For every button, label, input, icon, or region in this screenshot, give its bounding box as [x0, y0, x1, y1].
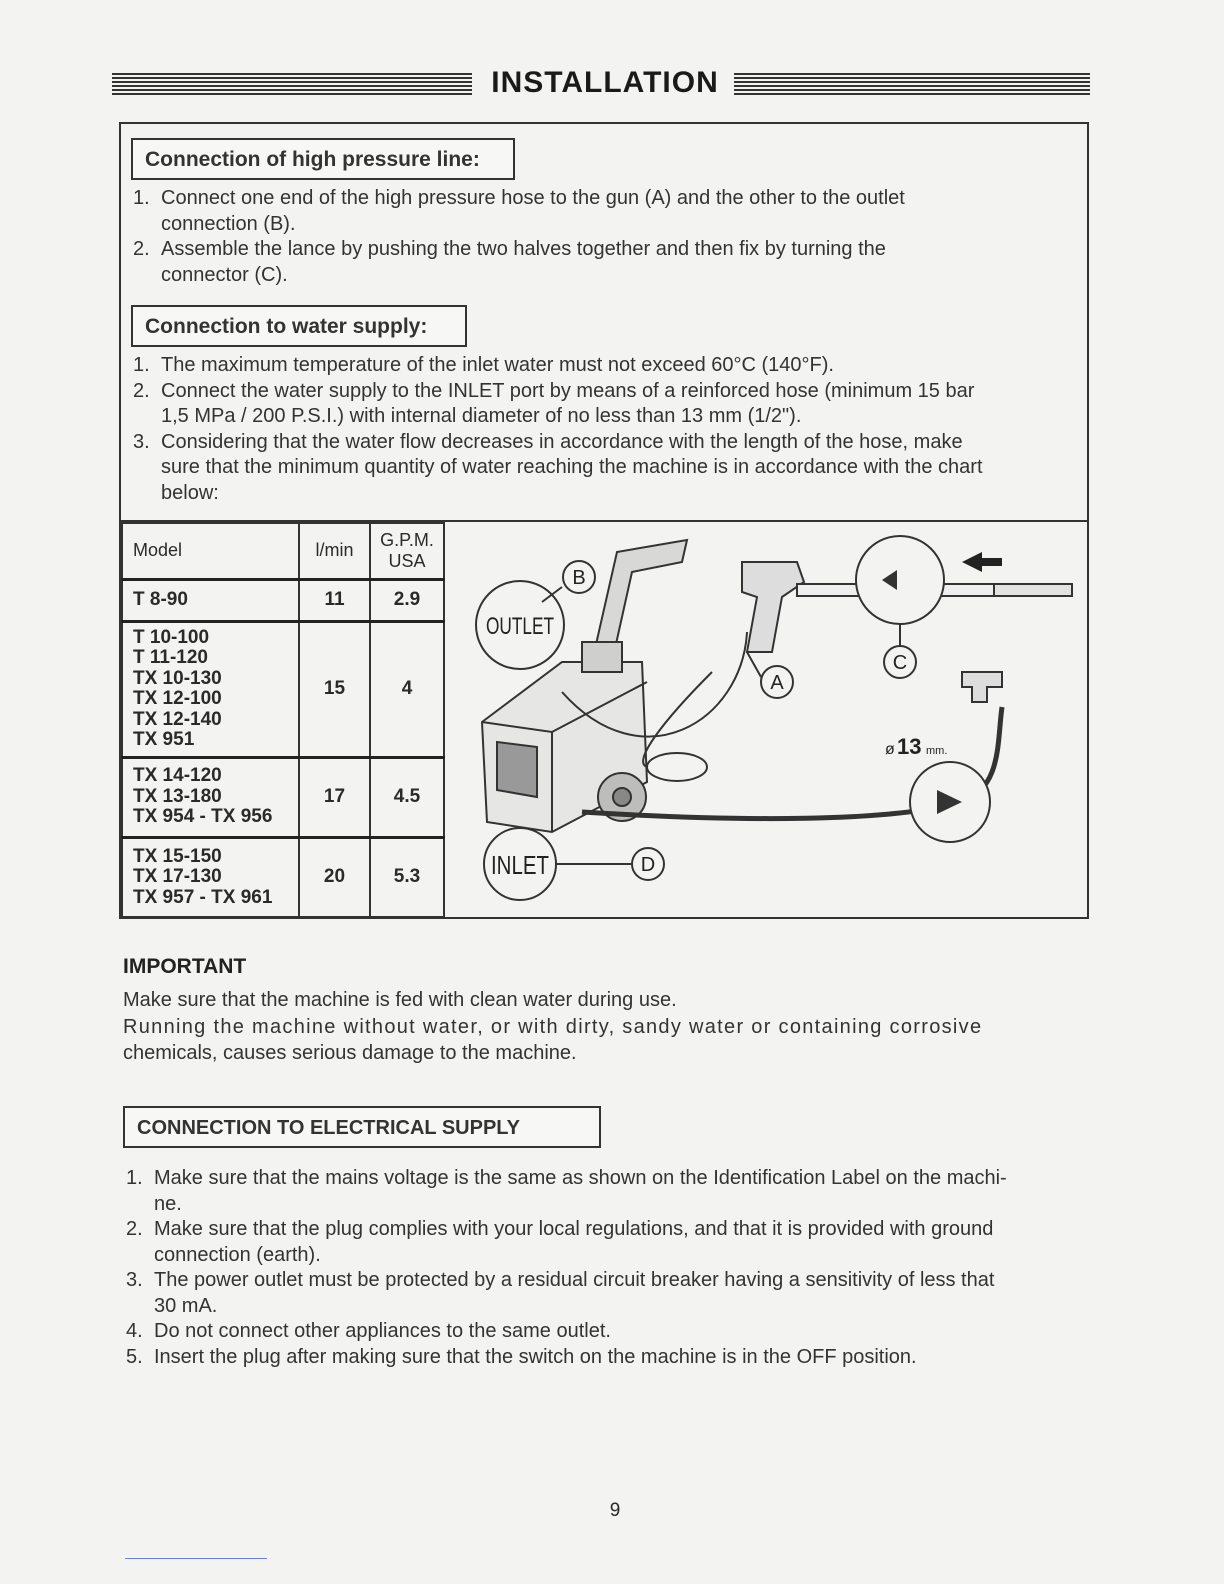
model-name: T 8-90 — [133, 588, 188, 610]
list-item — [112, 1319, 1102, 1345]
item-line: 1,5 MPa / 200 P.S.I.) with internal diameter of no less than 13 mm (1/2"). — [161, 405, 802, 427]
machine-panel — [582, 642, 622, 672]
item-number: 1. — [133, 187, 150, 209]
list-item — [119, 237, 1079, 288]
section-header — [112, 66, 1090, 110]
lmin-cell: 11 — [299, 579, 370, 621]
item-line: Make sure that the mains voltage is the same as shown on the Identification Label on the machi- — [154, 1167, 1007, 1189]
model-name: TX 951 — [133, 729, 195, 750]
spray-gun — [742, 562, 804, 652]
item-line: connection (B). — [161, 212, 296, 235]
list-item — [119, 186, 1079, 237]
header-rule-left — [112, 73, 472, 95]
water-supply-heading: Connection to water supply: — [131, 305, 467, 347]
water-tap — [962, 672, 1002, 702]
model-name: TX 957 - TX 961 — [133, 886, 273, 908]
electrical-list — [112, 1166, 1102, 1370]
model-name: TX 12-100 — [133, 688, 222, 709]
direction-arrow-icon — [962, 552, 1002, 572]
item-line: 30 mA. — [154, 1294, 218, 1317]
connector-callout — [856, 536, 944, 624]
header-rule-right — [734, 73, 1090, 95]
model-name: T 10-100 — [133, 626, 210, 648]
outlet-label: OUTLET — [486, 613, 555, 640]
item-number: 4. — [126, 1320, 143, 1342]
diameter-unit: mm. — [926, 745, 948, 757]
lmin-cell: 15 — [299, 621, 370, 757]
list-item — [112, 1217, 1102, 1268]
inlet-label: INLET — [491, 850, 550, 880]
model-cell — [122, 579, 299, 621]
col-header-gpm — [370, 523, 444, 579]
water-flow-table — [121, 522, 445, 918]
item-number: 3. — [126, 1269, 143, 1291]
model-name: TX 12-140 — [133, 708, 222, 730]
model-name: T 11-120 — [133, 647, 208, 668]
important-line: chemicals, causes serious damage to the machine. — [123, 1042, 577, 1064]
model-cell — [122, 837, 299, 917]
label-c: C — [892, 652, 908, 674]
gpm-header-line1: G.P.M. — [380, 529, 434, 550]
list-item — [112, 1166, 1102, 1217]
item-line: Connect the water supply to the INLET port by means of a reinforced hose (minimum 15 bar — [161, 379, 975, 402]
item-number: 1. — [133, 354, 150, 376]
model-name: TX 13-180 — [133, 785, 222, 807]
col-header-lmin: l/min — [299, 523, 370, 579]
label-d: D — [640, 854, 656, 876]
item-number: 2. — [133, 238, 150, 260]
item-line: connection (earth). — [154, 1243, 321, 1266]
item-line: The maximum temperature of the inlet water must not exceed 60°C (140°F). — [161, 354, 834, 376]
table-row — [122, 579, 444, 621]
item-line: below: — [161, 481, 219, 504]
item-number: 3. — [133, 430, 150, 453]
gpm-cell: 2.9 — [370, 579, 444, 621]
item-line: Do not connect other appliances to the same outlet. — [154, 1320, 611, 1342]
pressure-washer-illustration — [442, 522, 1087, 917]
item-line: Assemble the lance by pushing the two halves together and then fix by turning the — [161, 238, 886, 260]
important-line: Make sure that the machine is fed with clean water during use. — [123, 989, 677, 1011]
item-line: The power outlet must be protected by a residual circuit breaker having a sensitivity of less that — [154, 1269, 995, 1291]
footer-rule — [125, 1558, 267, 1559]
label-a: A — [770, 672, 784, 694]
table-row — [122, 621, 444, 757]
item-number: 5. — [126, 1345, 143, 1368]
machine-fill-cap — [497, 742, 537, 797]
list-item — [112, 1268, 1102, 1319]
gpm-cell: 4.5 — [370, 757, 444, 837]
item-number: 2. — [126, 1218, 143, 1240]
item-line: connector (C). — [161, 263, 288, 286]
model-name: TX 17-130 — [133, 866, 222, 887]
diameter-symbol: ø — [885, 741, 895, 758]
high-pressure-heading: Connection of high pressure line: — [131, 138, 515, 180]
high-pressure-list — [119, 186, 1079, 288]
model-name: TX 14-120 — [133, 765, 222, 787]
lmin-cell: 17 — [299, 757, 370, 837]
item-line: Considering that the water flow decreases in accordance with the length of the hose, make — [161, 430, 963, 453]
list-item — [119, 353, 1089, 379]
water-supply-list — [119, 353, 1089, 506]
item-line: Insert the plug after making sure that the switch on the machine is in the OFF position. — [154, 1345, 917, 1368]
model-cell — [122, 621, 299, 757]
model-name: TX 10-130 — [133, 667, 222, 689]
model-cell — [122, 757, 299, 837]
lmin-cell: 20 — [299, 837, 370, 917]
item-line: Connect one end of the high pressure hose to the gun (A) and the other to the outlet — [161, 187, 905, 209]
power-cable — [647, 753, 707, 781]
gpm-cell: 5.3 — [370, 837, 444, 917]
item-number: 1. — [126, 1167, 143, 1189]
gpm-header-line2: USA — [388, 550, 426, 571]
page-title: INSTALLATION — [491, 66, 719, 99]
model-name: TX 954 - TX 956 — [133, 806, 273, 828]
model-name: TX 15-150 — [133, 845, 222, 867]
important-text — [123, 987, 1103, 1067]
label-b: B — [572, 567, 586, 589]
col-header-model: Model — [122, 523, 299, 579]
item-line: ne. — [154, 1192, 182, 1215]
electrical-heading: CONNECTION TO ELECTRICAL SUPPLY — [123, 1106, 601, 1148]
important-title: IMPORTANT — [123, 955, 247, 978]
table-header-row — [122, 523, 444, 579]
page-number: 9 — [609, 1500, 621, 1521]
diameter-annotation — [885, 734, 947, 759]
list-item — [119, 430, 1089, 507]
table-row — [122, 757, 444, 837]
item-line: sure that the minimum quantity of water reaching the machine is in accordance with the chart — [161, 456, 983, 478]
gpm-cell: 4 — [370, 621, 444, 757]
item-number: 2. — [133, 379, 150, 402]
item-line: Make sure that the plug complies with your local regulations, and that it is provided with ground — [154, 1218, 994, 1240]
list-item — [119, 379, 1089, 430]
list-item — [112, 1345, 1102, 1371]
diameter-value: 13 — [897, 734, 922, 759]
table-row — [122, 837, 444, 917]
important-line: Running the machine without water, or with dirty, sandy water or containing corrosive — [123, 1015, 983, 1038]
